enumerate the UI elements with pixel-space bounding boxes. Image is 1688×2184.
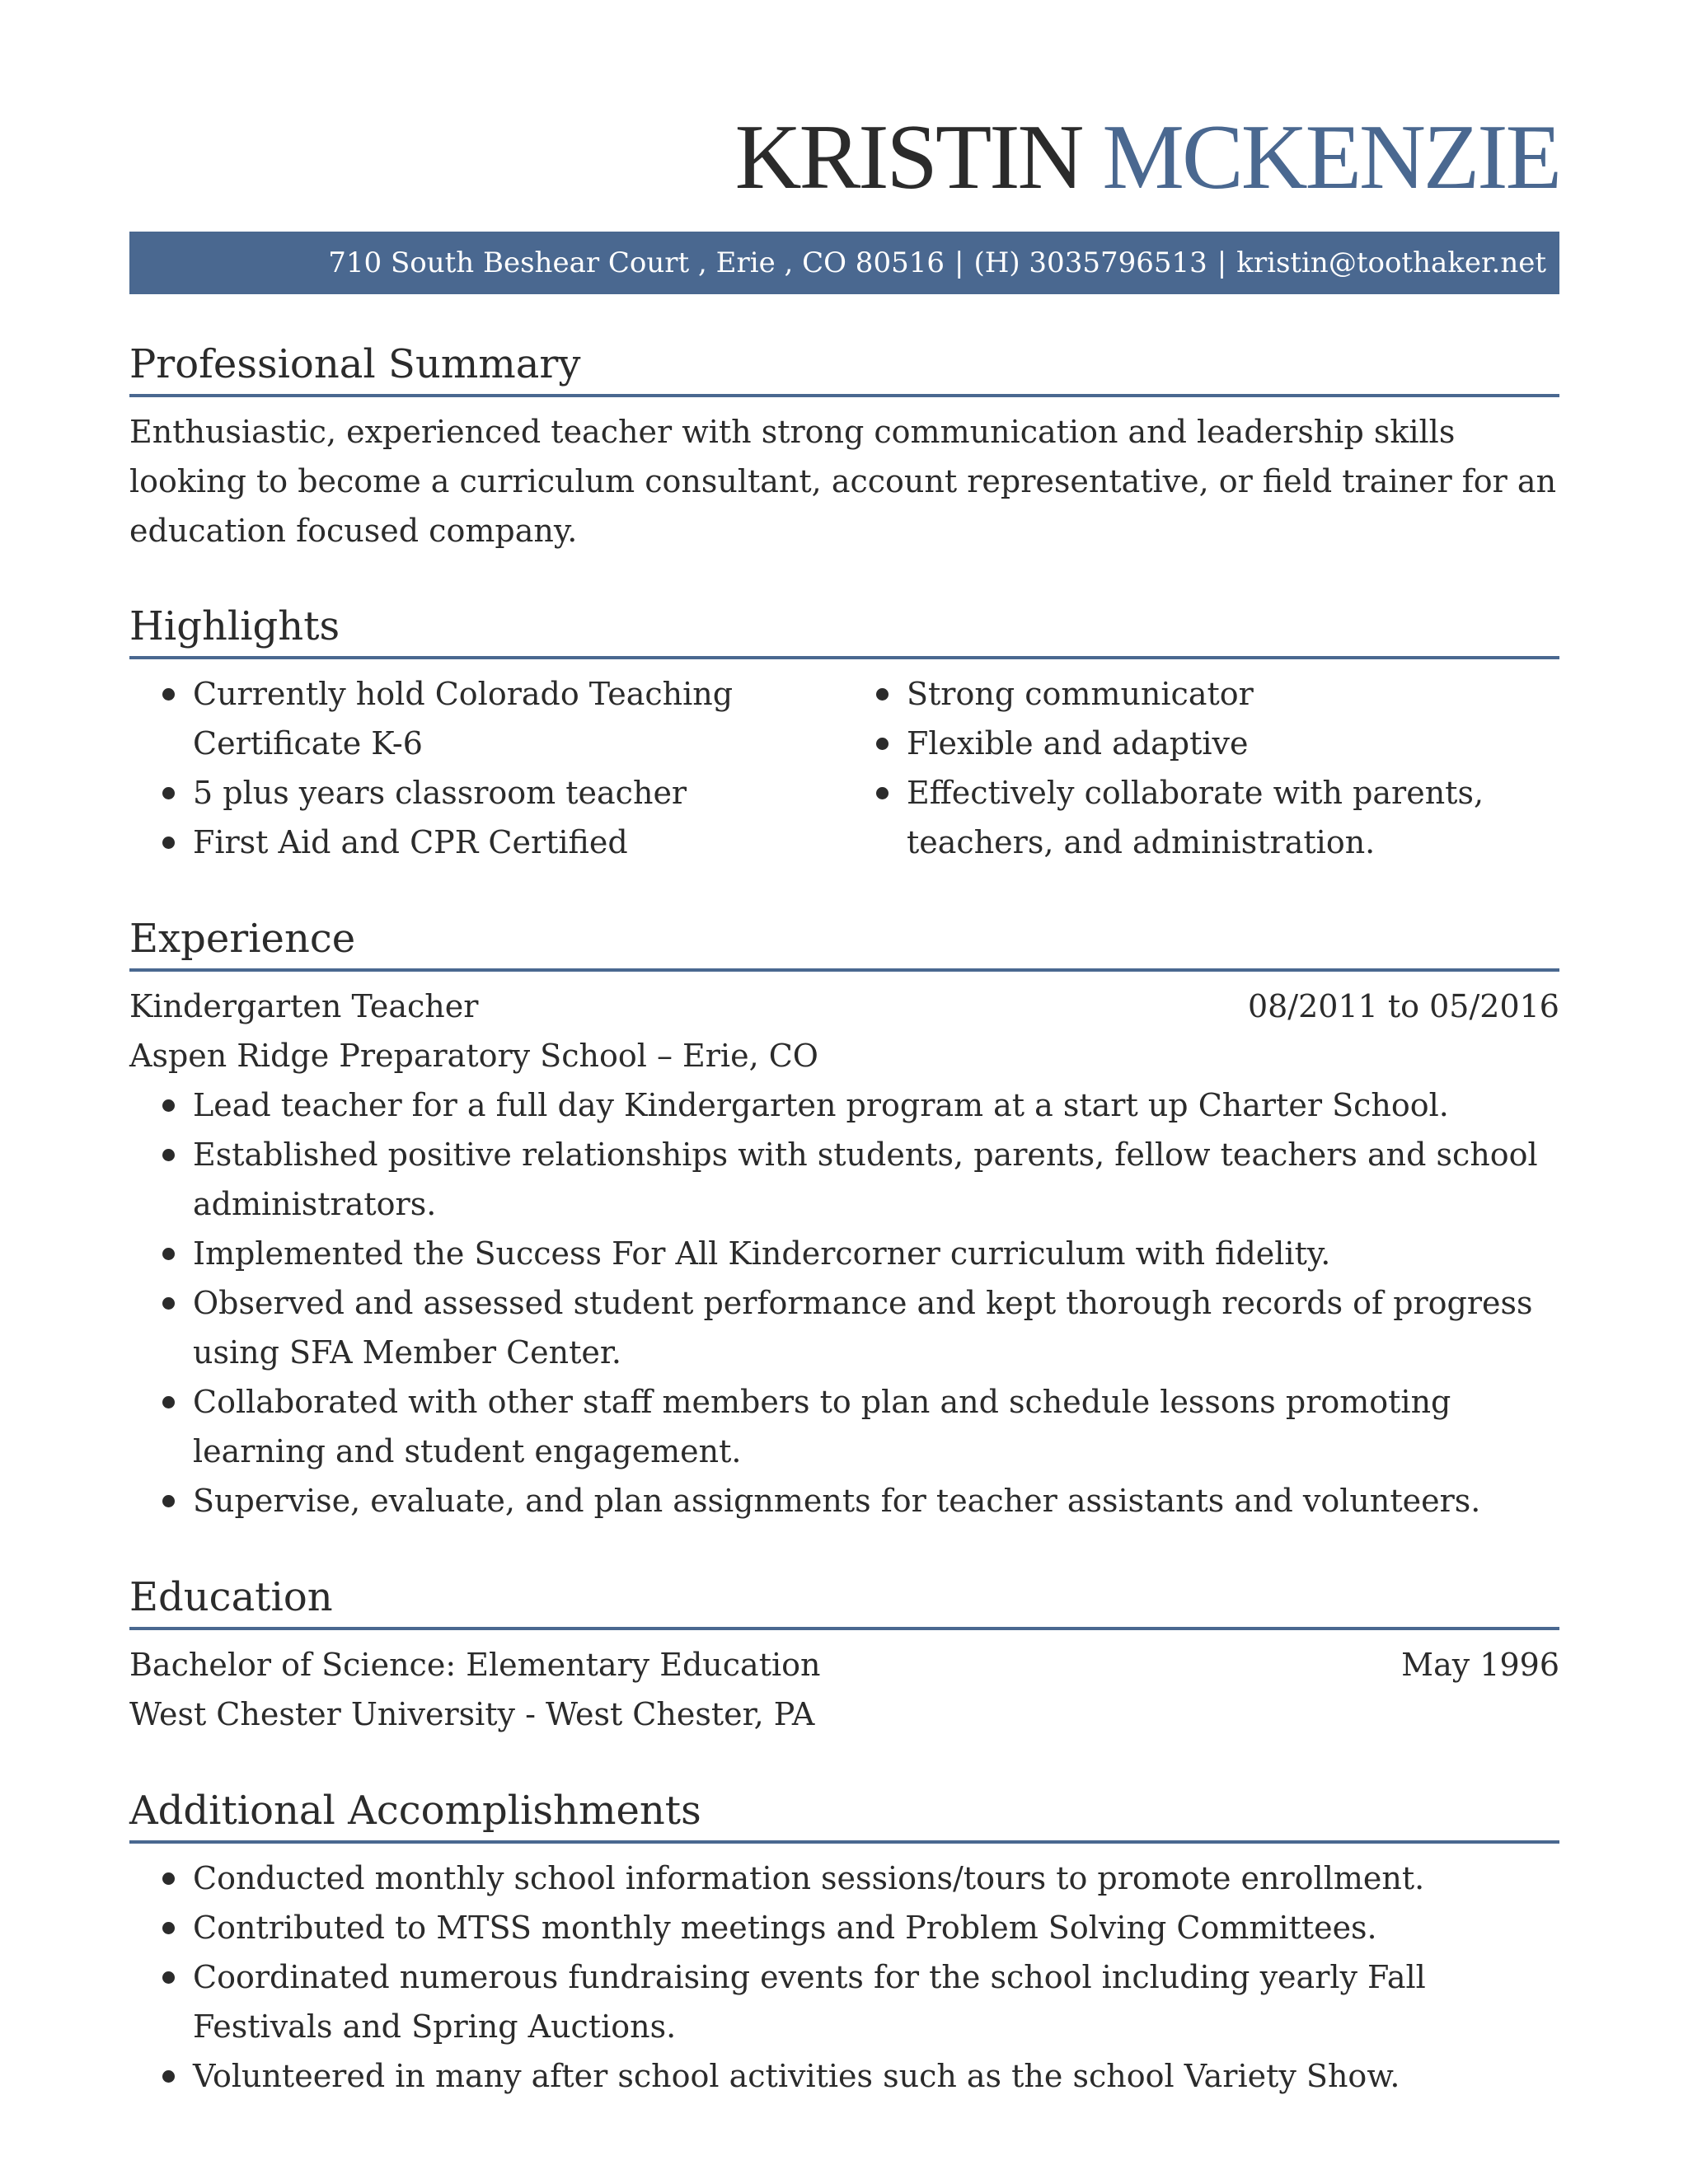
- list-item: First Aid and CPR Certified: [129, 818, 843, 867]
- list-item: Observed and assessed student performance and kept thorough records of progress using SFA Member Center.: [129, 1278, 1559, 1377]
- separator: |: [954, 246, 964, 279]
- education-section: [129, 1571, 1559, 1739]
- list-item: Effectively collaborate with parents, teachers, and administration.: [843, 768, 1559, 867]
- first-name: KRISTIN: [734, 106, 1082, 209]
- highlights-left-column: [129, 669, 843, 867]
- list-item: Contributed to MTSS monthly meetings and Problem Solving Committees.: [129, 1903, 1559, 1952]
- section-title: Highlights: [129, 600, 1559, 659]
- bullet-icon: [162, 2070, 175, 2083]
- separator: |: [1217, 246, 1227, 279]
- section-title: Experience: [129, 912, 1559, 972]
- highlights-left-list: [129, 669, 843, 867]
- bullet-icon: [162, 837, 175, 849]
- summary-section: [129, 338, 1559, 555]
- bullet-icon: [876, 738, 889, 750]
- job-title: Kindergarten Teacher: [129, 988, 479, 1024]
- accomplishments-list: [129, 1854, 1559, 2101]
- graduation-date: May 1996: [1401, 1647, 1559, 1683]
- bullet-icon: [162, 1297, 175, 1310]
- phone: (H) 3035796513: [973, 246, 1207, 279]
- bullet-icon: [162, 1149, 175, 1161]
- address: 710 South Beshear Court , Erie , CO 80516: [328, 246, 945, 279]
- experience-section: [129, 912, 1559, 1526]
- degree-row: [129, 1640, 1559, 1690]
- list-item: Implemented the Success For All Kindercorner curriculum with fidelity.: [129, 1229, 1559, 1278]
- summary-text: Enthusiastic, experienced teacher with strong communication and leadership skills looking to become a curriculum consultant, account representative, or field trainer for an education focused company.: [129, 414, 1557, 549]
- list-item: Flexible and adaptive: [843, 719, 1559, 768]
- bullet-icon: [162, 1099, 175, 1112]
- contact-bar: [129, 232, 1559, 294]
- bullet-icon: [162, 1396, 175, 1408]
- employer: Aspen Ridge Preparatory School – Erie, CO: [129, 1038, 818, 1074]
- list-item: Coordinated numerous fundraising events for the school including yearly Fall Festivals and Spring Auctions.: [129, 1952, 1559, 2051]
- list-item: Volunteered in many after school activities such as the school Variety Show.: [129, 2051, 1559, 2101]
- candidate-name: [734, 106, 1559, 209]
- bullet-icon: [876, 688, 889, 701]
- school-row: [129, 1690, 1559, 1739]
- list-item: Established positive relationships with students, parents, fellow teachers and school administrators.: [129, 1130, 1559, 1229]
- bullet-icon: [876, 787, 889, 799]
- degree: Bachelor of Science: Elementary Education: [129, 1647, 821, 1683]
- highlights-right-list: [843, 669, 1559, 867]
- bullet-icon: [162, 1971, 175, 1984]
- list-item: Currently hold Colorado Teaching Certificate K-6: [129, 669, 843, 768]
- school: West Chester University - West Chester, PA: [129, 1696, 815, 1732]
- highlights-right-column: [843, 669, 1559, 867]
- bullet-icon: [162, 1248, 175, 1260]
- list-item: 5 plus years classroom teacher: [129, 768, 843, 818]
- section-title: Professional Summary: [129, 338, 1559, 397]
- experience-list: [129, 1080, 1559, 1526]
- list-item: Lead teacher for a full day Kindergarten program at a start up Charter School.: [129, 1080, 1559, 1130]
- list-item: Supervise, evaluate, and plan assignments for teacher assistants and volunteers.: [129, 1476, 1559, 1526]
- list-item: Conducted monthly school information sessions/tours to promote enrollment.: [129, 1854, 1559, 1903]
- highlights-section: [129, 600, 1559, 867]
- list-item: Strong communicator: [843, 669, 1559, 719]
- employer-row: [129, 1031, 1559, 1080]
- highlights-columns: [129, 669, 1559, 867]
- section-title: Additional Accomplishments: [129, 1784, 1559, 1844]
- bullet-icon: [162, 787, 175, 799]
- section-title: Education: [129, 1571, 1559, 1630]
- bullet-icon: [162, 688, 175, 701]
- bullet-icon: [162, 1495, 175, 1507]
- job-dates: 08/2011 to 05/2016: [1247, 988, 1559, 1024]
- bullet-icon: [162, 1922, 175, 1934]
- accomplishments-section: [129, 1784, 1559, 2101]
- bullet-icon: [162, 1872, 175, 1885]
- last-name: MCKENZIE: [1102, 106, 1559, 209]
- email-link[interactable]: kristin@toothaker.net: [1236, 246, 1546, 279]
- list-item: Collaborated with other staff members to plan and schedule lessons promoting learning and student engagement.: [129, 1377, 1559, 1476]
- job-header: [129, 982, 1559, 1031]
